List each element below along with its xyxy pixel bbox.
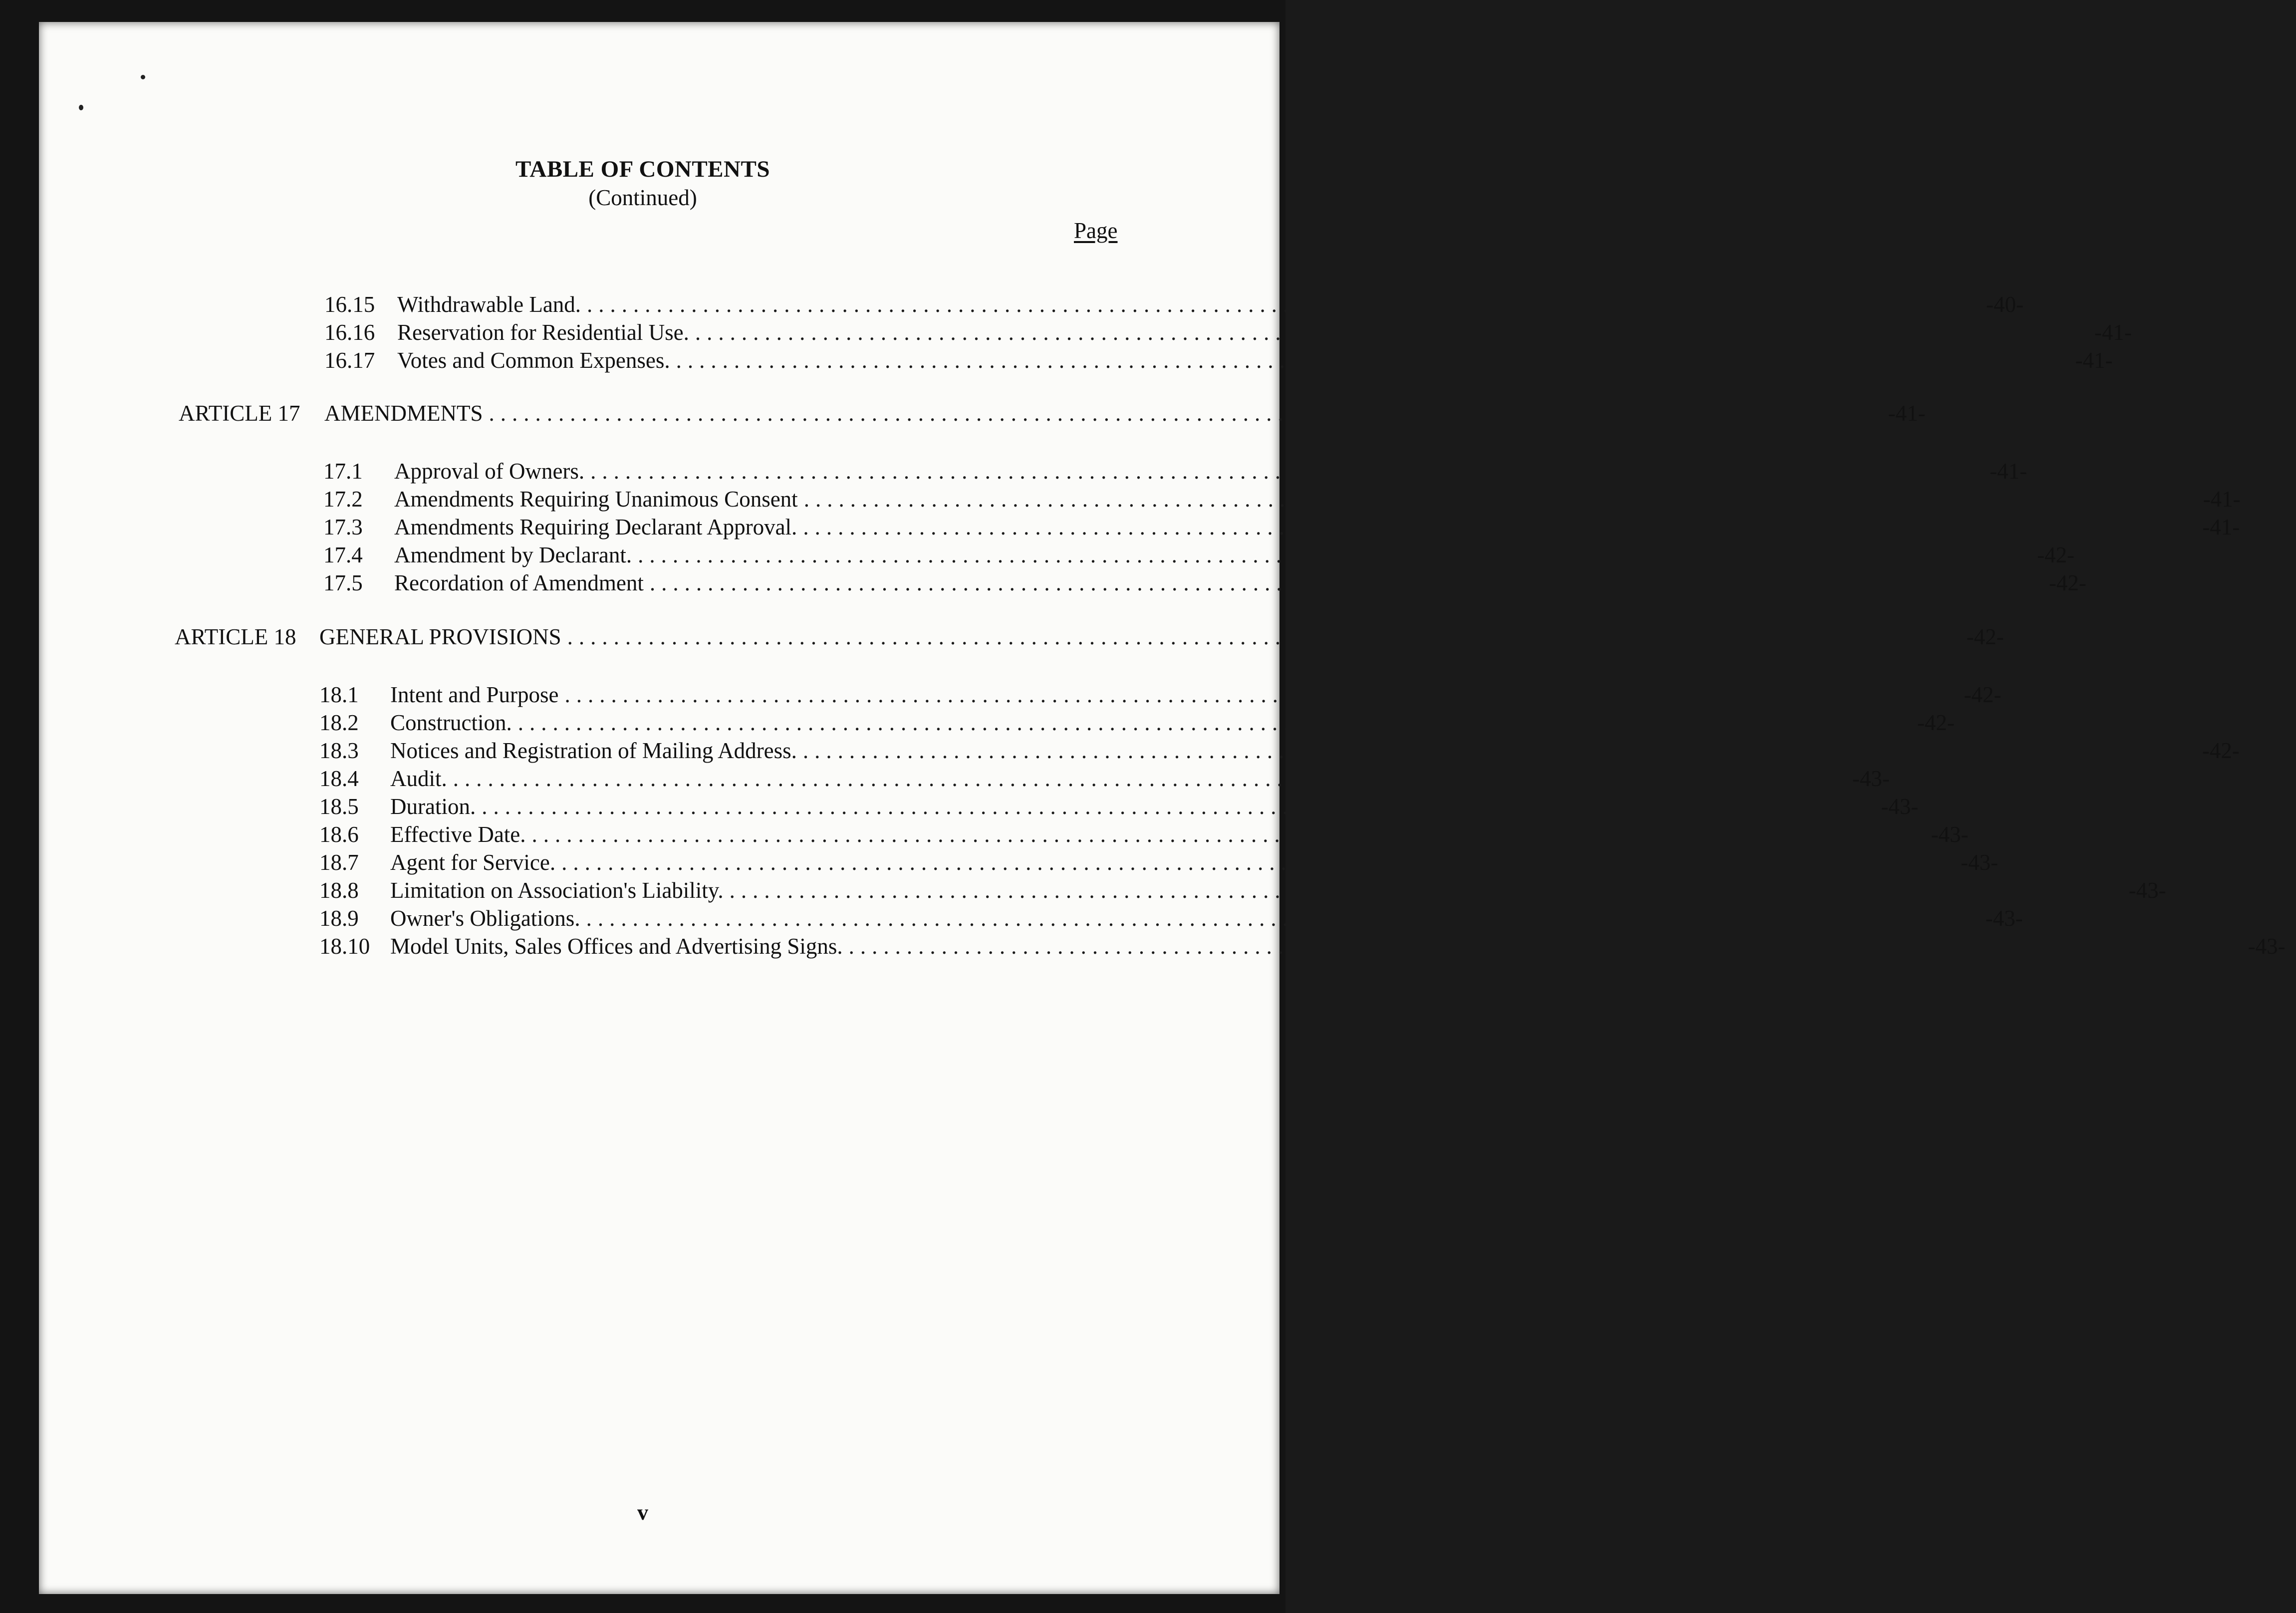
page-number: v [637,1500,648,1525]
toc-entry-title: Model Units, Sales Offices and Advertising Signs. [390,934,843,959]
toc-entry-title: Recordation of Amendment [394,570,644,595]
toc-entry-page: -42- [1917,710,1955,735]
dot-leader: ........................................................................................................................ [649,570,2042,595]
toc-section-row [323,486,2241,514]
toc-entry-number: 18.2 [319,710,359,735]
toc-entry-page: -42- [2048,570,2086,595]
toc-entry-title: Notices and Registration of Mailing Address. [390,738,797,763]
dot-leader: ........................................................................................................................ [803,515,2196,539]
toc-entry-page: -41- [2202,515,2240,539]
toc-entry-title: Amendment by Declarant. [394,542,632,567]
toc-entry-number: 18.5 [319,794,359,819]
toc-section-row [323,570,2086,598]
toc-entry-page: -40- [1986,292,2024,317]
toc-entry-number: 18.9 [319,906,359,931]
toc-section-row [323,458,2028,486]
toc-section-row [319,877,2166,905]
toc-entry-number: ARTICLE 17 [179,401,300,426]
toc-section-row [319,849,1999,877]
toc-section-row [324,291,2024,319]
toc-entry-number: 16.17 [324,348,375,373]
toc-section-row [319,905,2023,933]
toc-entry-number: 16.15 [324,292,375,317]
toc-entry-title: Reservation for Residential Use. [397,320,689,345]
dot-leader: ........................................................................................................................ [802,738,2195,763]
dot-leader: ........................................................................................................................ [489,401,1881,426]
toc-section-row [323,542,2075,570]
toc-entry-page: -43- [1961,850,1999,875]
toc-entry-title: Agent for Service. [390,850,556,875]
dot-leader: ........................................................................................................................ [531,822,1924,847]
toc-entry-page: -42- [2037,542,2075,567]
toc-entry-number: 17.5 [323,570,363,595]
dot-leader: ........................................................................................................................ [564,682,1957,707]
toc-section-row [319,710,1955,738]
toc-section-row [319,821,1969,849]
toc-entry-title: Withdrawable Land. [397,292,581,317]
toc-entry-page: -43- [2248,934,2286,959]
toc-entry-title: Effective Date. [390,822,526,847]
toc-entry-page: -43- [2128,878,2166,903]
toc-entry-title: Approval of Owners. [394,459,585,484]
toc-section-row [324,347,2113,375]
toc-section-row [319,933,2286,961]
toc-entry-page: -43- [1931,822,1969,847]
dot-leader: ........................................................................................................................ [848,934,2241,959]
toc-entry-page: -42- [2202,738,2240,763]
toc-entry-page: -41- [1990,459,2028,484]
page-column-heading: Page [1074,218,1118,243]
page-title: TABLE OF CONTENTS [515,156,770,182]
toc-entry-title: GENERAL PROVISIONS [319,624,561,649]
toc-entry-number: 18.10 [319,934,370,959]
toc-entry-title: Limitation on Association's Liability. [390,878,724,903]
toc-entry-page: -43- [1881,794,1919,819]
dot-leader: ........................................................................................................................ [453,766,1845,791]
toc-entry-title: AMENDMENTS [324,401,483,426]
toc-article-row [175,624,2004,652]
toc-entry-number: 18.6 [319,822,359,847]
toc-entry-page: -42- [1964,682,2002,707]
toc-entry-page: -41- [2075,348,2113,373]
toc-entry-number: 17.3 [323,515,363,539]
dot-leader: ........................................................................................................................ [561,850,1954,875]
page-subtitle: (Continued) [588,185,697,210]
toc-entry-number: 18.8 [319,878,359,903]
toc-entry-page: -41- [2203,487,2241,512]
dot-leader: ........................................................................................................................ [482,794,1874,819]
toc-entry-page: -43- [1852,766,1890,791]
toc-entry-page: -42- [1966,624,2004,649]
toc-entry-title: Amendments Requiring Unanimous Consent [394,487,798,512]
toc-entry-title: Duration. [390,794,476,819]
toc-article-row [179,400,1926,428]
dot-leader: ........................................................................................................................ [638,542,2031,567]
toc-entry-title: Votes and Common Expenses. [397,348,670,373]
dot-leader: ........................................................................................................................ [803,487,2196,512]
toc-entry-number: ARTICLE 18 [175,624,296,649]
toc-entry-number: 17.1 [323,459,363,484]
dot-leader: ........................................................................................................................ [729,878,2122,903]
toc-entry-title: Owner's Obligations. [390,906,580,931]
toc-section-row [319,766,1890,794]
toc-entry-number: 18.3 [319,738,359,763]
toc-section-row [319,738,2240,766]
toc-section-row [323,514,2240,542]
toc-entry-number: 18.7 [319,850,359,875]
dot-leader: ........................................................................................................................ [695,320,2087,345]
dot-leader: ........................................................................................................................ [590,459,1983,484]
dot-leader: ........................................................................................................................ [517,710,1910,735]
toc-section-row [319,682,2002,710]
toc-entry-page: -41- [1888,401,1926,426]
toc-entry-number: 18.1 [319,682,359,707]
dot-leader: ........................................................................................................................ [587,292,1980,317]
toc-section-row [324,319,2132,347]
toc-entry-page: -41- [2094,320,2132,345]
dot-leader: ........................................................................................................................ [586,906,1979,931]
toc-entry-number: 16.16 [324,320,375,345]
toc-entry-number: 18.4 [319,766,359,791]
toc-entry-title: Audit. [390,766,447,791]
toc-entry-title: Amendments Requiring Declarant Approval. [394,515,797,539]
toc-entry-title: Intent and Purpose [390,682,559,707]
toc-entry-title: Construction. [390,710,512,735]
toc-entry-page: -43- [1985,906,2023,931]
dot-leader: ........................................................................................................................ [676,348,2068,373]
toc-entry-number: 17.2 [323,487,363,512]
toc-section-row [319,794,1919,821]
dot-leader: ........................................................................................................................ [567,624,1960,649]
toc-entry-number: 17.4 [323,542,363,567]
